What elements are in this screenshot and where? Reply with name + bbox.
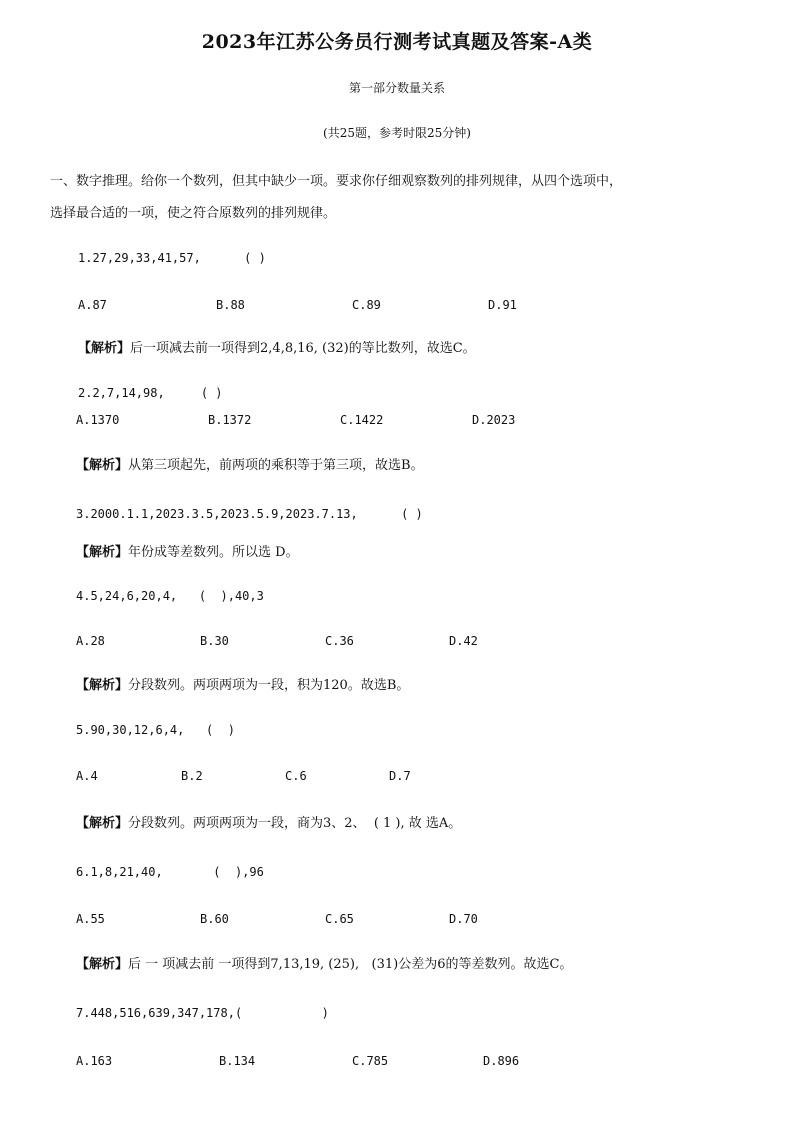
question-stem: 2.2,7,14,98, ( ) (78, 386, 223, 400)
analysis-tag: 【解析】 (76, 678, 129, 693)
time-limit: (共25题，参考时限25分钟) (323, 126, 471, 140)
analysis-tag: 【解析】 (76, 458, 129, 473)
analysis-tag: 【解析】 (78, 341, 131, 356)
option-c: C.65 (325, 912, 354, 926)
analysis-tag: 【解析】 (76, 816, 129, 831)
analysis (76, 958, 572, 971)
analysis-text: 后 一 项减去前 一项得到7,13,19, (25), (31)公差为6的等差数列。故选C。 (128, 957, 573, 972)
question-stem: 3.2000.1.1,2023.3.5,2023.5.9,2023.7.13, ( ) (76, 507, 423, 521)
analysis-tag: 【解析】 (76, 545, 129, 560)
analysis (78, 342, 476, 355)
question-stem: 6.1,8,21,40, ( ),96 (76, 865, 264, 879)
option-d: D.70 (449, 912, 478, 926)
option-b: B.2 (181, 769, 203, 783)
question-stem: 4.5,24,6,20,4, ( ),40,3 (76, 589, 264, 603)
analysis-text: 后一项减去前一项得到2,4,8,16, (32)的等比数列，故选C。 (130, 341, 476, 356)
option-b: B.60 (200, 912, 229, 926)
analysis (76, 817, 461, 830)
analysis-text: 年份成等差数列。所以选 D。 (128, 545, 299, 560)
option-b: B.1372 (208, 413, 252, 427)
option-b: B.88 (216, 298, 245, 312)
option-c: C.89 (352, 298, 381, 312)
analysis (76, 679, 409, 692)
analysis (76, 546, 299, 559)
question-stem: 1.27,29,33,41,57, ( ) (78, 251, 266, 265)
option-b: B.134 (219, 1054, 256, 1068)
analysis-text: 从第三项起先，前两项的乘积等于第三项，故选B。 (128, 458, 424, 473)
analysis-text: 分段数列。两项两项为一段，积为120。故选B。 (128, 678, 410, 693)
option-a: A.1370 (76, 413, 120, 427)
option-c: C.36 (325, 634, 354, 648)
option-d: D.896 (483, 1054, 520, 1068)
option-c: C.1422 (340, 413, 384, 427)
option-a: A.4 (76, 769, 98, 783)
option-d: D.91 (488, 298, 517, 312)
question-stem: 7.448,516,639,347,178,( ) (76, 1006, 329, 1020)
option-a: A.87 (78, 298, 107, 312)
analysis-text: 分段数列。两项两项为一段，商为3、2、 ( 1 ), 故 选A。 (128, 816, 462, 831)
option-d: D.7 (389, 769, 411, 783)
part-heading: 第一部分数量关系 (348, 81, 445, 95)
analysis (76, 459, 424, 472)
option-a: A.28 (76, 634, 105, 648)
option-d: D.2023 (472, 413, 516, 427)
option-c: C.6 (285, 769, 307, 783)
option-a: A.55 (76, 912, 105, 926)
analysis-tag: 【解析】 (76, 957, 129, 972)
instructions-line-1: 一、数字推理。给你一个数列，但其中缺少一项。要求你仔细观察数列的排列规律，从四个选项中， (50, 174, 623, 189)
question-stem: 5.90,30,12,6,4, ( ) (76, 723, 235, 737)
instructions-line-2: 选择最合适的一项，使之符合原数列的排列规律。 (50, 206, 337, 221)
option-a: A.163 (76, 1054, 113, 1068)
option-c: C.785 (352, 1054, 389, 1068)
document-title: 2023年江苏公务员行测考试真题及答案-A类 (201, 31, 593, 53)
option-b: B.30 (200, 634, 229, 648)
option-d: D.42 (449, 634, 478, 648)
